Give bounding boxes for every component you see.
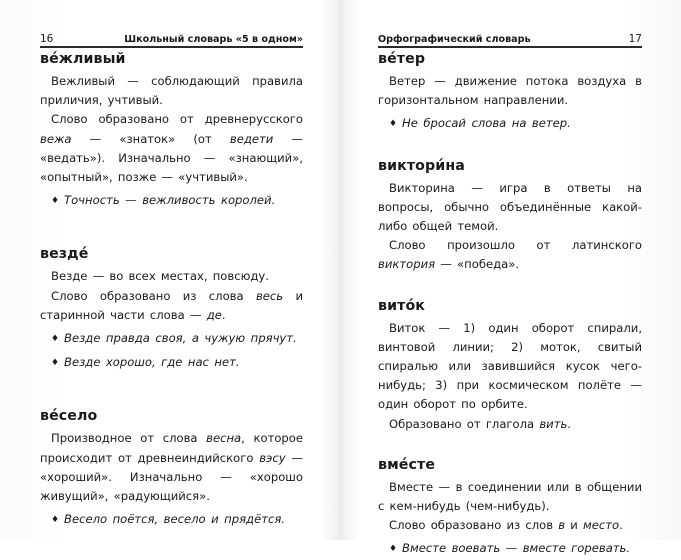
left-page: [40, 0, 303, 540]
right-page: [378, 0, 642, 556]
etymology: Слово образовано от древнерусского вежа — «знаток» (от ведети — «ведать»). Изначально — «знающий», «опытный», позже — «учтивый».: [40, 112, 304, 185]
definition: Везде — во всех местах, повсюду.: [51, 269, 269, 284]
headword: вме́сте: [378, 456, 436, 473]
proverb: ♦ Точность — вежливость королей.: [40, 191, 303, 211]
diamond-bullet-icon: ♦: [51, 358, 60, 369]
headword: ве́тер: [378, 51, 426, 67]
headword: ве́жливый: [40, 51, 126, 67]
running-title: Орфографический словарь: [378, 34, 531, 45]
headword: виктори́на: [378, 157, 465, 174]
proverb: ♦ Не бросай слова на ветер.: [378, 114, 642, 134]
headword: везде́: [40, 246, 89, 263]
diamond-bullet-icon: ♦: [389, 544, 398, 555]
running-head-left: [40, 29, 303, 48]
diamond-bullet-icon: ♦: [51, 334, 60, 345]
definition: Вместе — в соединении или в общении с кем-нибудь (чем-нибудь).: [378, 479, 642, 514]
dictionary-entry: [378, 157, 642, 275]
dictionary-entry: [378, 50, 642, 135]
definition: Викторина — игра в ответы на вопросы, обычно объединённые какой-либо общей темой.: [378, 180, 642, 234]
definition: Производное от слова весна, которое происходит от древнеиндийского вэсу — «хороший». Изначально — «хорошо живущий», «радующийся».: [40, 431, 304, 504]
dictionary-entry: [378, 456, 642, 560]
etymology: Слово образовано из слов в и место.: [389, 518, 623, 533]
dictionary-entry: [40, 50, 303, 211]
page-number: 16: [40, 33, 54, 45]
headword: вито́к: [378, 297, 426, 314]
etymology: Слово произошло от латинского виктория — «победа».: [378, 238, 642, 272]
diamond-bullet-icon: ♦: [389, 119, 398, 130]
headword: ве́село: [40, 408, 98, 425]
diamond-bullet-icon: ♦: [51, 196, 60, 207]
etymology: Образовано от глагола вить.: [389, 416, 571, 431]
definition: Вежливый — соблюдающий правила приличия, учтивый.: [40, 74, 303, 108]
diamond-bullet-icon: ♦: [51, 515, 60, 526]
etymology: Слово образовано из слова весь и старинной части слова — де.: [40, 288, 303, 322]
dictionary-entry: [378, 297, 642, 434]
proverb: ♦ Везде правда своя, а чужую прячут.: [40, 329, 303, 349]
dictionary-entry: [40, 407, 303, 530]
definition: Ветер — движение потока воздуха в горизонтальном направлении.: [378, 74, 642, 108]
running-head-right: [378, 29, 642, 48]
dictionary-entry: [40, 245, 303, 373]
proverb: ♦ Вместе воевать — вместе горевать.: [378, 539, 642, 559]
proverb: ♦ Везде хорошо, где нас нет.: [40, 353, 303, 373]
running-title: Школьный словарь «5 в одном»: [124, 34, 303, 45]
proverb: ♦ Весело поётся, весело и прядётся.: [40, 510, 303, 530]
page-number: 17: [628, 33, 642, 45]
definition: Виток — 1) один оборот спирали, винтовой линии; 2) моток, свитый спиралью или завившийся кусок чего-нибудь; 3) при космическом полёте — один оборот по орбите.: [378, 320, 642, 412]
